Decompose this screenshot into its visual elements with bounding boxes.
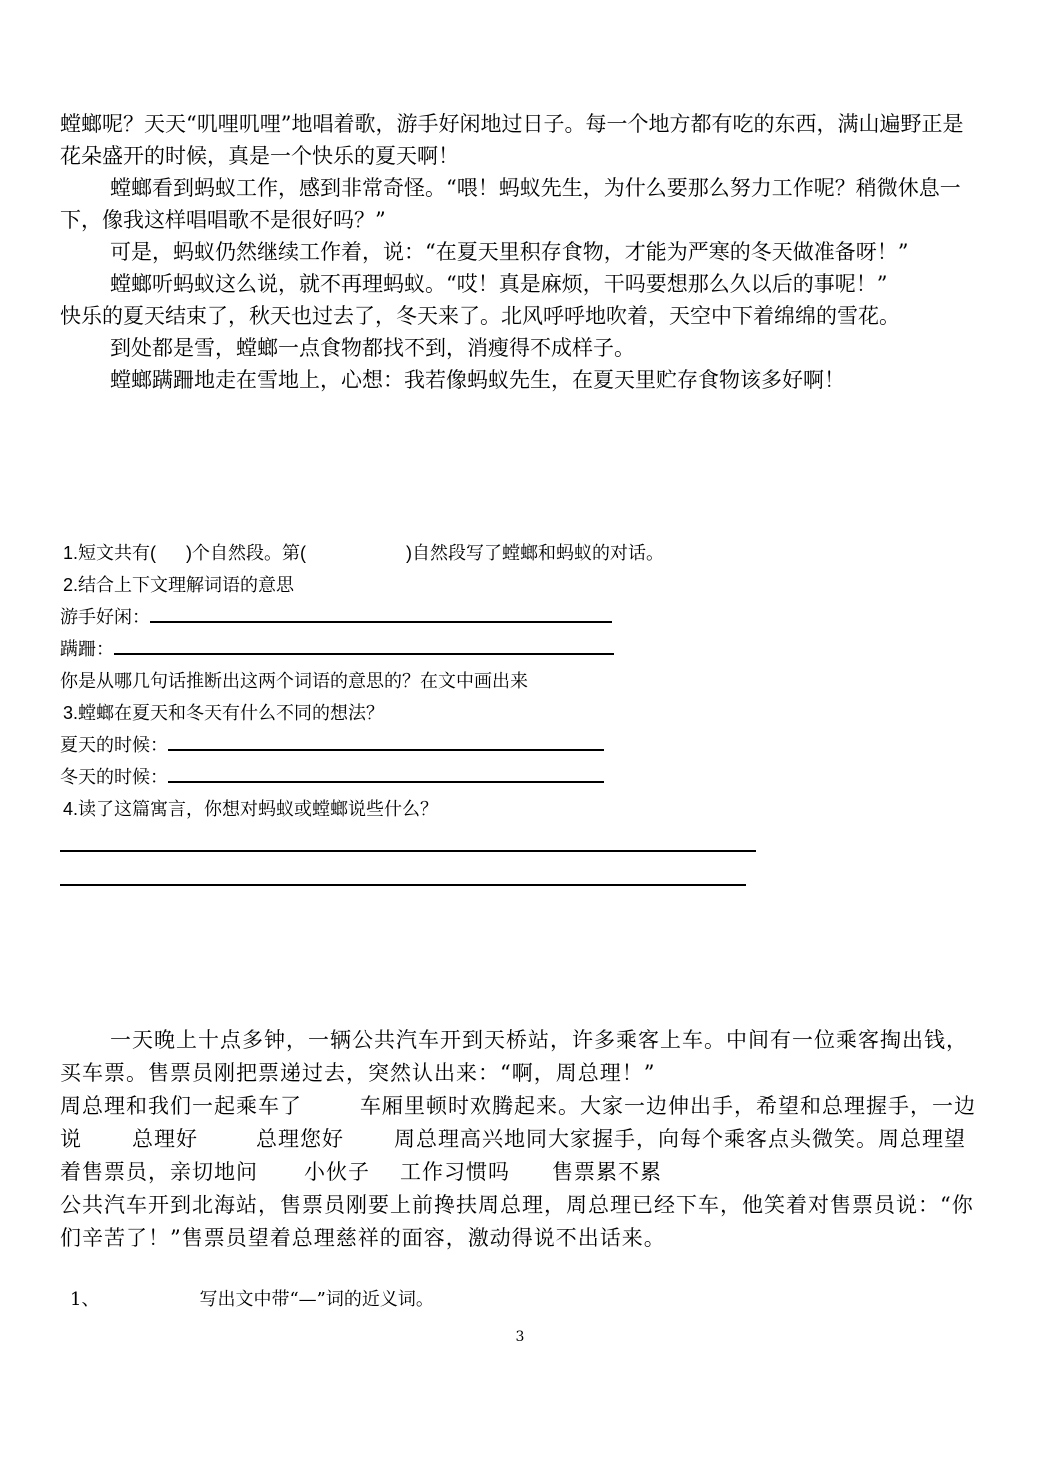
text-run: 小伙子 [304, 1160, 370, 1184]
word-row [60, 633, 980, 665]
text-run: 工作习惯吗 [400, 1160, 510, 1184]
paragraph: 公共汽车开到北海站，售票员刚要上前搀扶周总理，周总理已经下车，他笑着对售票员说：“你们辛苦了！”售票员望着总理慈祥的面容，激动得说不出话来。 [60, 1193, 974, 1250]
answer-line[interactable] [168, 731, 604, 751]
paragraph: 快乐的夏天结束了，秋天也过去了，冬天来了。北风呼呼地吹着，天空中下着绵绵的雪花。 [60, 304, 900, 328]
question-section-2 [70, 1285, 434, 1311]
question-2-follow-up: 你是从哪几句话推断出这两个词语的意思的？在文中画出来 [60, 671, 528, 691]
text-run: 周总理高兴地同大家握手，向每个乘客点头微笑。周总理望着售票员，亲切地问 [60, 1127, 966, 1184]
text-run: 总理好 [132, 1127, 198, 1151]
question-1-part-a: 1.短文共有( [63, 543, 157, 563]
word-label: 游手好闲： [60, 607, 150, 627]
paragraph: 螳螂蹒跚地走在雪地上，心想：我若像蚂蚁先生，在夏天里贮存食物该多好啊！ [110, 368, 845, 392]
paragraph: 一天晚上十点多钟，一辆公共汽车开到天桥站，许多乘客上车。中间有一位乘客掏出钱，买车票。售票员刚把票递过去，突然认出来：“啊，周总理！” [60, 1028, 968, 1085]
question-3: 3.螳螂在夏天和冬天有什么不同的想法？ [63, 703, 385, 723]
summer-row [60, 729, 980, 761]
question-2: 2.结合上下文理解词语的意思 [63, 575, 295, 595]
paragraph [60, 1090, 980, 1189]
question-4: 4.读了这篇寓言，你想对蚂蚁或螳螂说些什么？ [63, 799, 439, 819]
answer-line[interactable] [150, 603, 612, 623]
answer-line[interactable] [168, 763, 604, 783]
text-run: 车厢里顿时欢腾起来。大家一边伸出手，希望和总理握手，一边说 [60, 1094, 976, 1151]
page-number: 3 [515, 1329, 525, 1345]
story-premier-zhou-on-bus [60, 1024, 980, 1255]
paragraph: 到处都是雪，螳螂一点食物都找不到，消瘦得不成样子。 [110, 336, 635, 360]
summer-label: 夏天的时候： [60, 735, 168, 755]
paragraph: 可是，蚂蚁仍然继续工作着，说：“在夏天里积存食物，才能为严寒的冬天做准备呀！” [110, 240, 909, 264]
winter-label: 冬天的时候： [60, 767, 168, 787]
word-row [60, 601, 980, 633]
winter-row [60, 761, 980, 793]
answer-line[interactable] [60, 850, 756, 852]
paragraph: 螳螂呢？天天“叽哩叽哩”地唱着歌，游手好闲地过日子。每一个地方都有吃的东西，满山遍野正是花朵盛开的时候，真是一个快乐的夏天啊！ [60, 112, 964, 168]
answer-line[interactable] [114, 635, 614, 655]
text-run: 总理您好 [256, 1127, 344, 1151]
text-run: 售票累不累 [552, 1160, 662, 1184]
questions-section-1 [60, 537, 980, 825]
text-run: 周总理和我们一起乘车了 [60, 1094, 302, 1118]
paragraph: 螳螂听蚂蚁这么说，就不再理蚂蚁。“哎！真是麻烦，干吗要想那么久以后的事呢！” [110, 272, 888, 296]
answer-line[interactable] [60, 884, 746, 886]
question-number: 1、 [70, 1289, 100, 1310]
paragraph: 螳螂看到蚂蚁工作，感到非常奇怪。“喂！蚂蚁先生，为什么要那么努力工作呢？稍微休息一下，像我这样唱唱歌不是很好吗？” [60, 176, 961, 232]
question-text: 写出文中带“—”词的近义词。 [199, 1289, 434, 1310]
question-1-part-c: )自然段写了螳螂和蚂蚁的对话。 [406, 543, 665, 563]
question-1 [60, 537, 980, 569]
word-label: 蹒跚： [60, 639, 114, 659]
question-1-part-b: )个自然段。第( [186, 543, 307, 563]
story-mantis-and-ant [60, 108, 980, 396]
